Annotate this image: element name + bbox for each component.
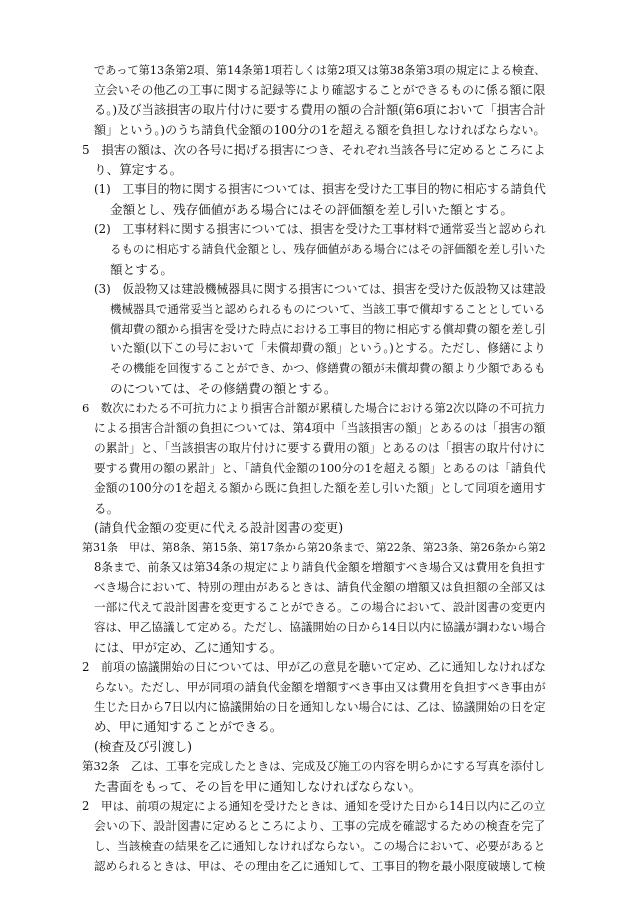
paragraph-6	[82, 399, 548, 518]
text-line: 要する費用の額の累計」と、「請負代金額の100分の1を超える額」とあるのは「請負代	[94, 460, 546, 475]
text-line: 第32条 乙は、工事を完成したときは、完成及び施工の内容を明らかにする写真を添付し	[82, 759, 546, 774]
text-line: その機能を回復することができ、かつ、修繕費の額が未償却費の額より少額であるも	[110, 361, 546, 376]
text-line: の累計」と、「当該損害の取片付けに要する費用の額」とあるのは「損害の取片付けに	[94, 440, 546, 455]
text-line: 額」という。)のうち請負代金額の100分の1を超える額を負担しなければならない。	[94, 122, 546, 137]
text-line: 2 前項の協議開始の日については、甲が乙の意見を聴いて定め、乙に通知しなければな	[82, 659, 546, 674]
text-line: め、甲に通知することができる。	[94, 719, 283, 735]
text-line: (3) 仮設物又は建設機械器具に関する損害については、損害を受けた仮設物又は建設	[94, 281, 546, 296]
article-31	[82, 538, 548, 657]
text-line: べき場合において、特別の理由があるときは、請負代金額の増額又は負担額の全部又は	[94, 580, 546, 595]
heading-article-31	[82, 518, 548, 538]
item-5-3	[82, 280, 548, 399]
text-line: 第31条 甲は、第8条、第15条、第17条から第20条まで、第22条、第23条、第26条から第2	[82, 541, 546, 555]
article-32-paragraph-2	[82, 797, 548, 877]
text-line: 2 甲は、前項の規定による通知を受けたときは、通知を受けた日から14日以内に乙の立	[82, 798, 546, 813]
paragraph-5	[82, 141, 548, 181]
text-line: 金額とし、残存価値がある場合にはその評価額を差し引いた額とする。	[110, 202, 513, 218]
text-line: 認められるときは、甲は、その理由を乙に通知して、工事目的物を最小限度破壊して検	[94, 858, 546, 873]
text-line: 5 損害の額は、次の各号に掲げる損害につき、それぞれ当該各号に定めるところによ	[82, 142, 546, 157]
text-line: し、当該検査の結果を乙に通知しなければならない。この場合において、必要があると	[94, 838, 546, 853]
text-line: 金額の100分の1を超える額から既に負担した額を差し引いた額」として同項を適用す	[94, 480, 546, 495]
item-5-2	[82, 220, 548, 280]
document-body	[82, 61, 548, 877]
text-line: る。	[94, 500, 120, 516]
text-line: 6 数次にわたる不可抗力により損害合計額が累積した場合における第2次以降の不可抗力	[82, 401, 546, 416]
text-line: 会いの下、設計図書に定めるところにより、工事の完成を確認するための検査を完了	[94, 818, 546, 833]
text-line: (2) 工事材料に関する損害については、損害を受けた工事材料で通常妥当と認められ	[94, 222, 546, 237]
item-5-1	[82, 180, 548, 220]
text-line: (1) 工事目的物に関する損害については、損害を受けた工事目的物に相応する請負代	[94, 182, 546, 197]
article-32	[82, 757, 548, 797]
text-line: 容は、甲乙協議して定める。ただし、協議開始の日から14日以内に協議が調わない場合	[94, 619, 546, 634]
text-line: いた額(以下この号において「未償却費の額」という。)とする。ただし、修繕により	[110, 341, 546, 356]
text-line: による損害合計額の負担については、第4項中「当該損害の額」とあるのは「損害の額	[94, 421, 546, 436]
section-heading: (検査及び引渡し)	[94, 739, 192, 755]
section-heading: (請負代金額の変更に代える設計図書の変更)	[94, 520, 344, 536]
text-line: 生じた日から7日以内に協議開始の日を通知しない場合には、乙は、協議開始の日を定	[94, 699, 546, 714]
paragraph-4-continued	[82, 61, 548, 141]
text-line: 立会いその他乙の工事に関する記録等により確認することができるものに係る額に限	[94, 82, 546, 97]
text-line: 償却費の額から損害を受けた時点における工事目的物に相応する償却費の額を差し引	[110, 321, 546, 336]
text-line: 機械器具で通常妥当と認められるものについて、当該工事で償却することとしている	[110, 301, 546, 316]
heading-article-32	[82, 737, 548, 757]
text-line: のについては、その修繕費の額とする。	[110, 381, 337, 397]
text-line: る。)及び当該損害の取片付けに要する費用の額の合計額(第6項において「損害合計	[94, 102, 546, 117]
text-line: 一部に代えて設計図書を変更することができる。この場合において、設計図書の変更内	[94, 600, 546, 615]
text-line: り、算定する。	[94, 162, 183, 178]
text-line: た書面をもって、その旨を甲に通知しなければならない。	[94, 779, 422, 795]
article-31-paragraph-2	[82, 658, 548, 738]
text-line: 額とする。	[110, 261, 173, 277]
text-line: であって第13条第2項、第14条第1項若しくは第2項又は第38条第3項の規定による検査、	[94, 64, 546, 77]
text-line: らない。ただし、甲が同項の請負代金額を増額すべき事由又は費用を負担すべき事由が	[94, 679, 546, 694]
text-line: には、甲が定め、乙に通知する。	[94, 639, 283, 655]
text-line: 8条まで、前条又は第34条の規定により請負代金額を増額すべき場合又は費用を負担す	[94, 560, 546, 575]
text-line: るものに相応する請負代金額とし、残存価値がある場合にはその評価額を差し引いた	[110, 242, 546, 257]
